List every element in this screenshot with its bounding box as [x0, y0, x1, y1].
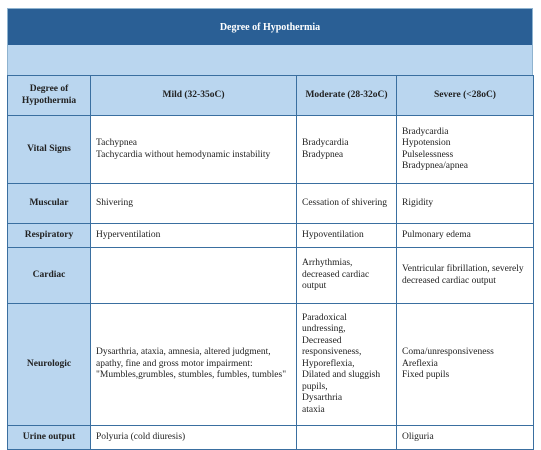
table-row: [8, 116, 534, 184]
cell-mild: [91, 116, 297, 184]
header-row: [8, 76, 534, 116]
row-label: Muscular: [8, 184, 91, 224]
cell-moderate: [297, 224, 397, 248]
cell-severe: [397, 304, 534, 426]
cell-line: Tachypnea: [96, 138, 138, 148]
cell-moderate: [297, 116, 397, 184]
cell-line: Pulmonary edema: [402, 229, 471, 240]
cell-line: Decreased responsiveness,: [302, 335, 362, 358]
cell-line: Pulselessness: [402, 149, 454, 160]
row-label: Urine output: [8, 426, 91, 450]
hypothermia-table-panel: [7, 8, 533, 448]
cell-line: Cessation of shivering: [302, 197, 387, 208]
cell-mild: [91, 426, 297, 450]
cell-line: Shivering: [96, 197, 133, 208]
hypothermia-table: [7, 75, 534, 450]
cell-line: Oliguria: [402, 431, 434, 442]
table-row: [8, 224, 534, 248]
cell-line: Fixed pupils: [402, 370, 450, 381]
header-mild: Mild (32-35oC): [91, 76, 297, 116]
cell-severe: [397, 248, 534, 304]
table-row: [8, 248, 534, 304]
row-label: Cardiac: [8, 248, 91, 304]
cell-moderate: [297, 248, 397, 304]
row-label: Respiratory: [8, 224, 91, 248]
cell-line: Bradycardia: [402, 126, 449, 137]
table-row: [8, 304, 534, 426]
cell-mild: [91, 304, 297, 426]
row-label: Vital Signs: [8, 116, 91, 184]
cell-line: Polyuria (cold diuresis): [96, 431, 186, 442]
row-label: Neurologic: [8, 304, 91, 426]
table-title: Degree of Hypothermia: [8, 9, 532, 45]
cell-line: Dysarthria: [302, 393, 343, 404]
title-spacer: [8, 45, 532, 75]
cell-line: Areflexia: [402, 358, 438, 369]
cell-severe: [397, 184, 534, 224]
cell-line: Tachycardia without hemodynamic instability: [96, 149, 271, 160]
header-moderate: Moderate (28-32oC): [297, 76, 397, 116]
cell-line: Coma/unresponsiveness: [402, 347, 494, 358]
header-degree: Degree of Hypothermia: [8, 76, 91, 116]
cell-line: ataxia: [302, 404, 325, 415]
cell-line: Bradypnea: [302, 149, 344, 160]
cell-line: Hyperventilation: [96, 229, 161, 240]
cell-line: Bradycardia: [302, 138, 349, 148]
cell-line: Arrhythmias, decreased cardiac output: [302, 258, 370, 292]
cell-moderate: [297, 304, 397, 426]
cell-mild: [91, 184, 297, 224]
cell-line: Rigidity: [402, 197, 434, 208]
cell-severe: [397, 224, 534, 248]
cell-mild: [91, 224, 297, 248]
cell-line: Paradoxical undressing,: [302, 312, 347, 335]
header-severe: Severe (<28oC): [397, 76, 534, 116]
cell-severe: [397, 426, 534, 450]
table-row: [8, 184, 534, 224]
cell-line: Dysarthria, ataxia, amnesia, altered judgment, apathy, fine and gross motor impairment: "Mumbles,grumbles, stumbles, fumbles, tumbles": [96, 347, 287, 381]
cell-moderate: [297, 184, 397, 224]
cell-line: Hypotension: [402, 138, 451, 148]
table-row: [8, 426, 534, 450]
cell-line: Hypoventilation: [302, 229, 364, 240]
cell-moderate: [297, 426, 397, 450]
cell-line: Hyporeflexia,: [302, 358, 355, 369]
cell-line: Ventricular fibrillation, severely decreased cardiac output: [402, 264, 524, 286]
cell-mild: [91, 248, 297, 304]
cell-line: Dilated and sluggish pupils,: [302, 370, 381, 392]
cell-severe: [397, 116, 534, 184]
cell-line: Bradypnea/apnea: [402, 161, 468, 171]
